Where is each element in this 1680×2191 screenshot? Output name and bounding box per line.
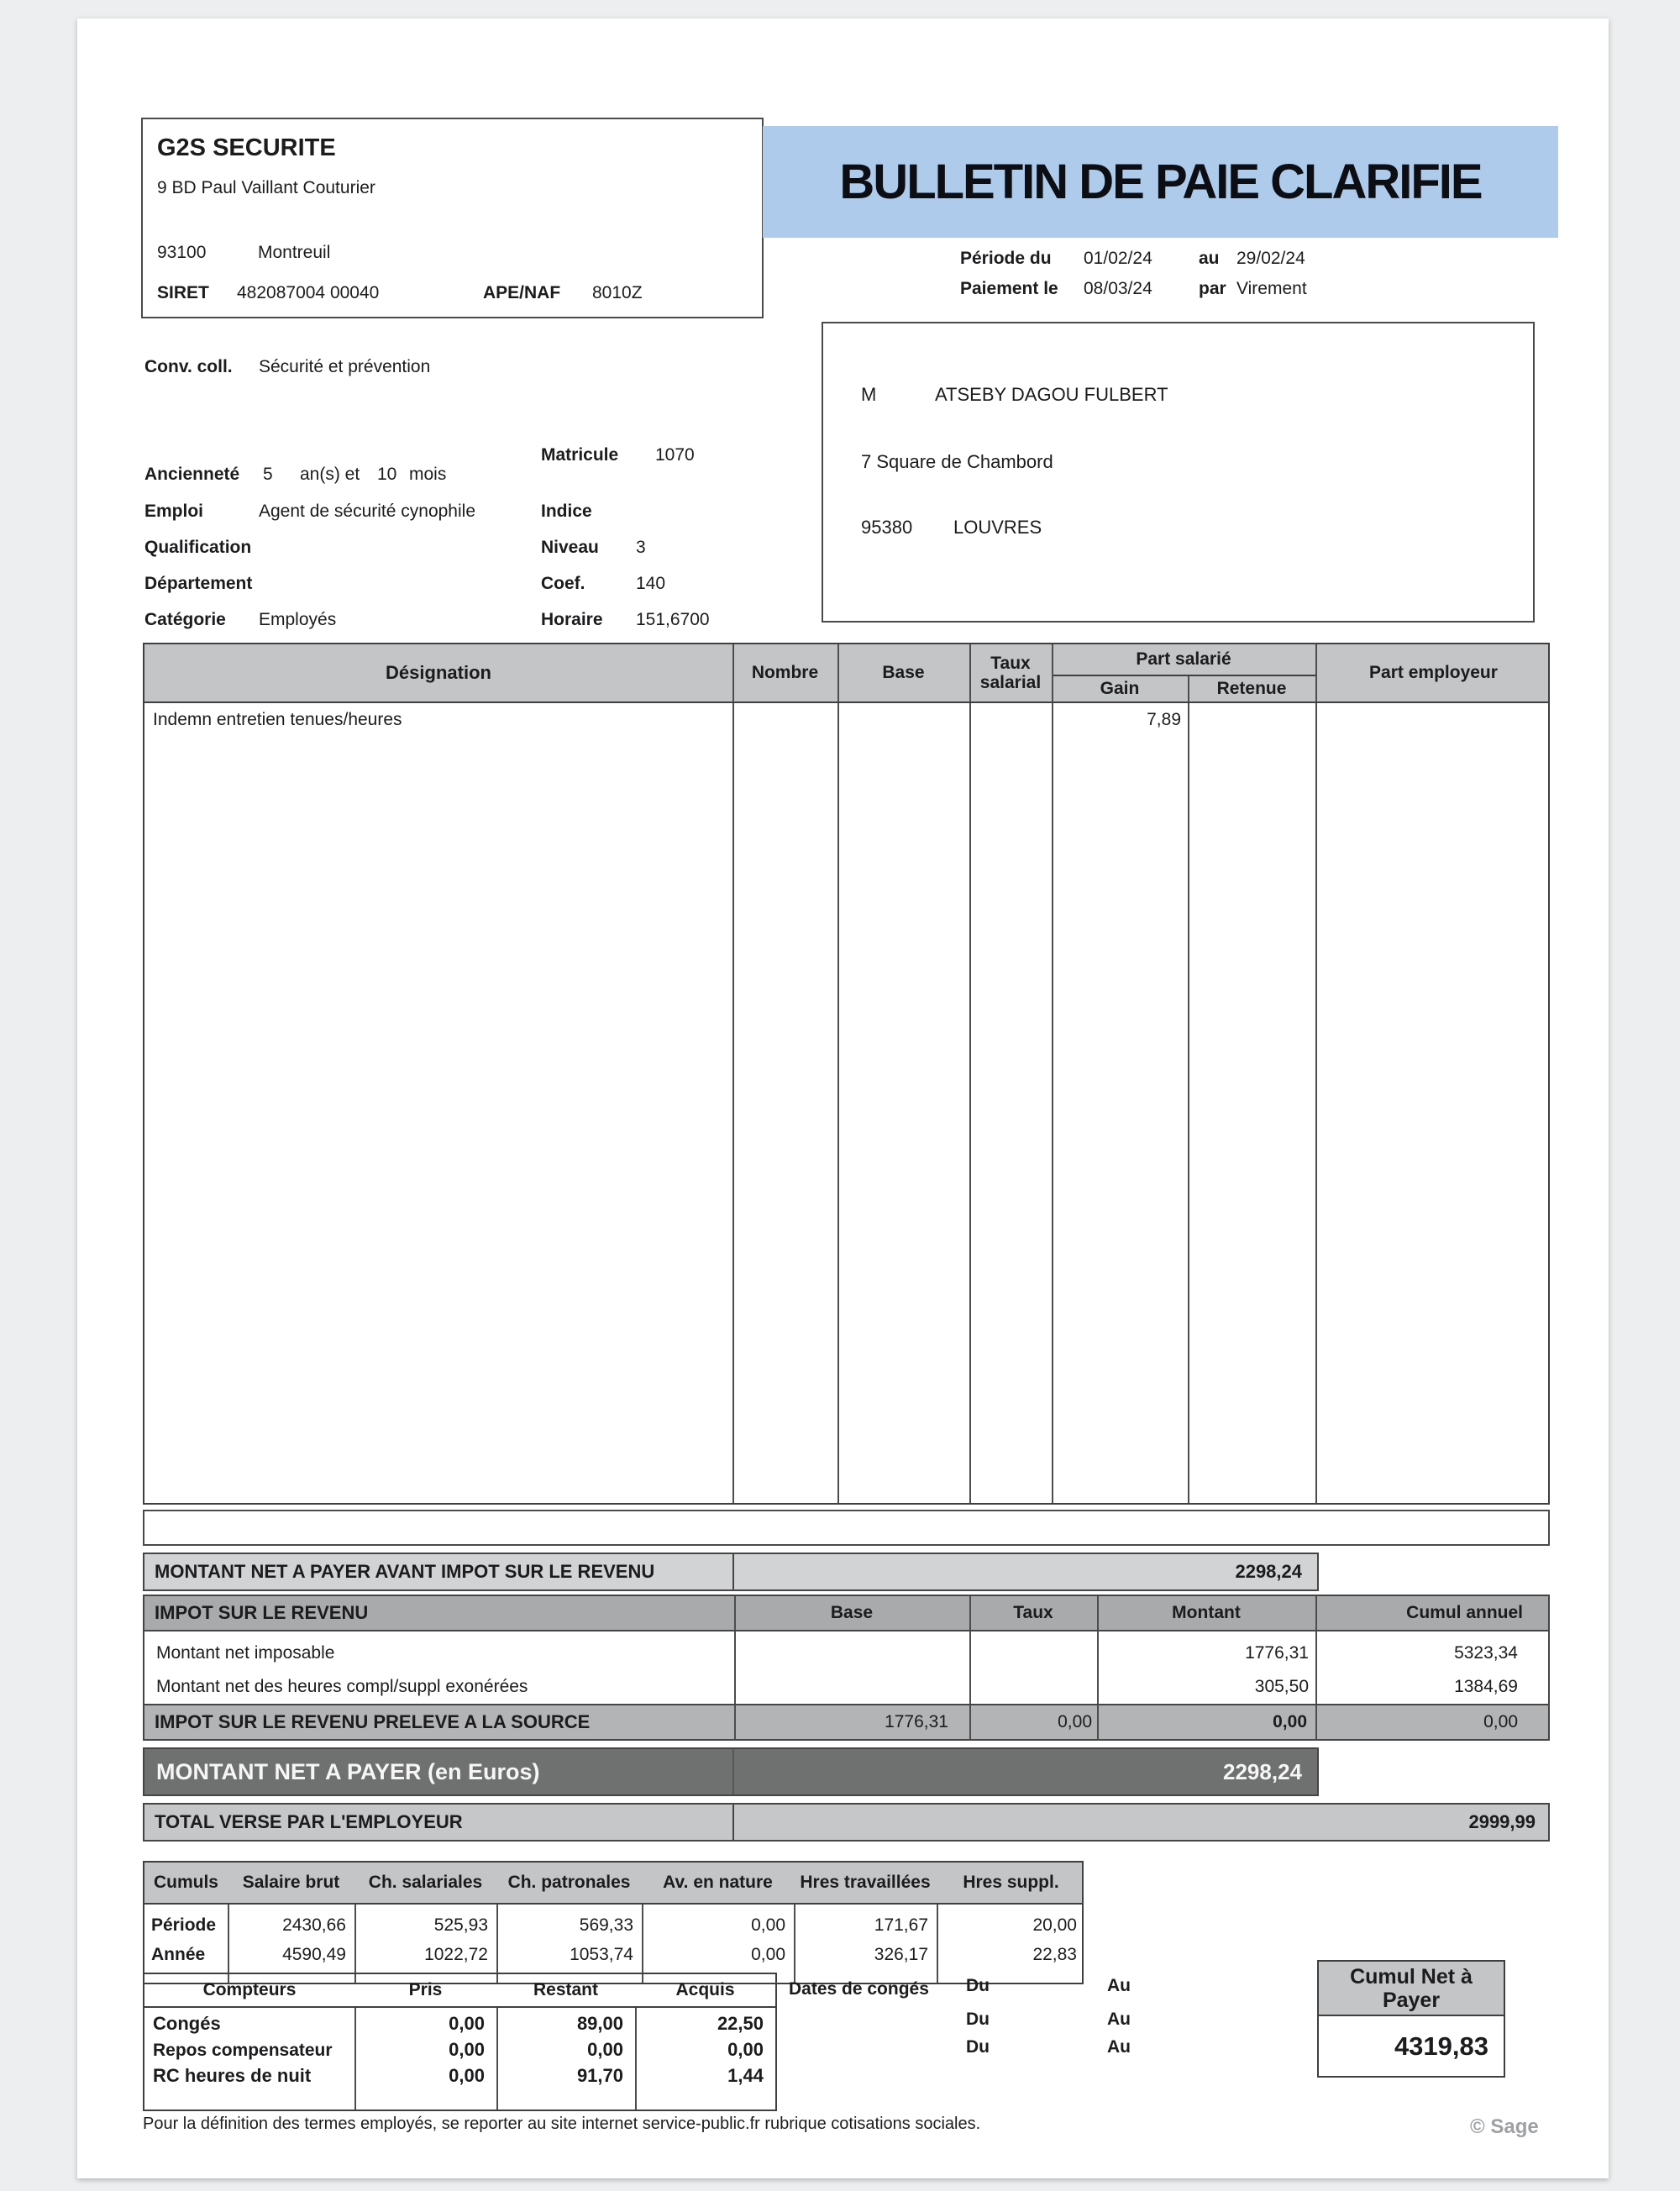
compteur-label: Repos compensateur xyxy=(153,2041,333,2060)
cumuls-annee-value: 1022,72 xyxy=(424,1945,488,1964)
periode-label: Période du xyxy=(960,249,1052,268)
tax-row-label: Montant net imposable xyxy=(156,1643,335,1663)
pay-row-gain: 7,89 xyxy=(1147,710,1181,729)
compteur-acquis: 22,50 xyxy=(717,2013,764,2034)
niveau-label: Niveau xyxy=(541,538,599,557)
coef-value: 140 xyxy=(636,574,666,593)
du-label: Du xyxy=(966,2010,990,2029)
emploi-value: Agent de sécurité cynophile xyxy=(259,502,475,521)
title-band xyxy=(763,126,1558,238)
cumul-net-box xyxy=(1317,1960,1505,2078)
col-header-part-salarie: Part salarié xyxy=(1136,649,1231,669)
conv-value: Sécurité et prévention xyxy=(259,357,431,376)
tax-row-cumul: 5323,34 xyxy=(1454,1643,1518,1663)
employer-total-band xyxy=(143,1803,1550,1842)
net-before-tax-band xyxy=(143,1553,1319,1591)
cumuls-col-header: Av. en nature xyxy=(663,1873,773,1892)
employer-total-value: 2999,99 xyxy=(1468,1811,1536,1832)
pay-row-designation: Indemn entretien tenues/heures xyxy=(153,710,402,729)
au-label: Au xyxy=(1107,2037,1131,2057)
emploi-label: Emploi xyxy=(144,502,204,521)
employer-city: Montreuil xyxy=(258,243,331,262)
compteur-pris: 0,00 xyxy=(449,2065,485,2086)
tax-at-source-cumul: 0,00 xyxy=(1483,1712,1518,1731)
au-label: Au xyxy=(1107,1976,1131,1995)
ape-label: APE/NAF xyxy=(483,283,561,302)
tax-at-source-taux: 0,00 xyxy=(1058,1712,1092,1731)
coef-label: Coef. xyxy=(541,574,585,593)
col-header-base: Base xyxy=(882,663,925,682)
pay-table xyxy=(143,643,1550,1505)
periode-from: 01/02/24 xyxy=(1084,249,1152,268)
compteur-restant: 0,00 xyxy=(587,2039,623,2060)
compteur-label: Congés xyxy=(153,2013,221,2034)
tax-at-source-label: IMPOT SUR LE REVENU PRELEVE A LA SOURCE xyxy=(155,1711,591,1732)
col-header-part-employeur: Part employeur xyxy=(1369,663,1498,682)
au-label: Au xyxy=(1107,2010,1131,2029)
cumuls-body xyxy=(144,1905,1082,1983)
income-tax-col-taux: Taux xyxy=(1013,1603,1053,1622)
matricule-label: Matricule xyxy=(541,445,619,465)
cumuls-annee-value: 1053,74 xyxy=(570,1945,633,1964)
compteur-restant: 89,00 xyxy=(576,2013,623,2034)
cumuls-col-header: Cumuls xyxy=(153,1873,218,1892)
income-tax-col-cumul: Cumul annuel xyxy=(1406,1603,1523,1622)
net-before-tax-label: MONTANT NET A PAYER AVANT IMPOT SUR LE REVENU xyxy=(155,1561,655,1582)
income-tax-header xyxy=(143,1595,1550,1631)
employer-total-label: TOTAL VERSE PAR L'EMPLOYEUR xyxy=(155,1811,463,1832)
compteur-label: RC heures de nuit xyxy=(153,2065,312,2086)
cumuls-col-header: Salaire brut xyxy=(242,1873,340,1892)
dates-conges-label: Dates de congés xyxy=(789,1979,929,1999)
compteur-pris: 0,00 xyxy=(449,2013,485,2034)
net-pay-value: 2298,24 xyxy=(1223,1758,1302,1784)
cumuls-annee-label: Année xyxy=(151,1945,206,1964)
anciennete-years: 5 xyxy=(263,465,273,484)
indice-label: Indice xyxy=(541,502,592,521)
income-tax-title: IMPOT SUR LE REVENU xyxy=(155,1602,369,1623)
pay-table-body xyxy=(144,703,1548,1503)
employee-city: LOUVRES xyxy=(953,517,1042,538)
cumuls-table xyxy=(143,1861,1084,1984)
income-tax-rows xyxy=(143,1631,1550,1704)
payslip-document xyxy=(77,18,1609,2178)
tax-row-montant: 1776,31 xyxy=(1245,1643,1309,1663)
cumuls-periode-label: Période xyxy=(151,1915,217,1935)
compteurs-body xyxy=(144,2008,775,2110)
qualification-label: Qualification xyxy=(144,538,252,557)
tax-at-source-montant: 0,00 xyxy=(1273,1712,1307,1731)
horaire-value: 151,6700 xyxy=(636,610,710,629)
cumuls-col-header: Ch. salariales xyxy=(368,1873,483,1892)
cumuls-annee-value: 0,00 xyxy=(751,1945,785,1964)
categorie-label: Catégorie xyxy=(144,610,226,629)
cumuls-annee-value: 326,17 xyxy=(874,1945,928,1964)
cumuls-periode-value: 569,33 xyxy=(579,1915,633,1935)
income-tax-col-base: Base xyxy=(830,1603,874,1622)
cumul-net-header: Cumul Net à Payer xyxy=(1317,1960,1505,2016)
tax-at-source-base: 1776,31 xyxy=(885,1712,948,1731)
footer-note: Pour la définition des termes employés, se reporter au site internet service-public.fr rubrique cotisations sociales. xyxy=(143,2115,981,2133)
conv-label: Conv. coll. xyxy=(144,357,233,376)
siret-value: 482087004 00040 xyxy=(237,283,380,302)
paiement-date: 08/03/24 xyxy=(1084,279,1152,298)
col-header-retenue: Retenue xyxy=(1216,679,1287,698)
employer-address: 9 BD Paul Vaillant Couturier xyxy=(157,178,375,197)
income-tax-col-montant: Montant xyxy=(1172,1603,1241,1622)
compteurs-col-header: Pris xyxy=(408,1980,443,1999)
tax-at-source-row xyxy=(143,1704,1550,1741)
compteurs-col-header: Acquis xyxy=(675,1980,735,1999)
compteur-acquis: 0,00 xyxy=(727,2039,764,2060)
par-label: par xyxy=(1199,279,1226,298)
employer-box xyxy=(141,118,764,318)
anciennete-months-unit: mois xyxy=(409,465,447,484)
cumuls-col-header: Hres travaillées xyxy=(800,1873,931,1892)
compteur-acquis: 1,44 xyxy=(727,2065,764,2086)
anciennete-label: Ancienneté xyxy=(144,465,240,484)
tax-row-cumul: 1384,69 xyxy=(1454,1677,1518,1696)
compteurs-table xyxy=(143,1973,777,2111)
niveau-value: 3 xyxy=(636,538,646,557)
cumuls-periode-value: 525,93 xyxy=(433,1915,488,1935)
periode-to: 29/02/24 xyxy=(1236,249,1305,268)
anciennete-months: 10 xyxy=(377,465,397,484)
ape-value: 8010Z xyxy=(592,283,643,302)
paiement-label: Paiement le xyxy=(960,279,1058,298)
employee-postal-code: 95380 xyxy=(861,517,913,538)
anciennete-unit: an(s) et xyxy=(300,465,360,484)
paiement-method: Virement xyxy=(1236,279,1307,298)
siret-label: SIRET xyxy=(157,283,209,302)
cumuls-header xyxy=(144,1863,1082,1905)
matricule-value: 1070 xyxy=(655,445,695,465)
net-pay-band xyxy=(143,1747,1319,1796)
du-label: Du xyxy=(966,2037,990,2057)
cumul-net-value: 4319,83 xyxy=(1394,2031,1488,2061)
tax-row-montant: 305,50 xyxy=(1254,1677,1309,1696)
sage-watermark: © Sage xyxy=(1470,2115,1539,2138)
net-pay-label: MONTANT NET A PAYER (en Euros) xyxy=(156,1758,540,1784)
cumuls-periode-value: 171,67 xyxy=(874,1915,928,1935)
compteurs-col-header: Compteurs xyxy=(202,1980,297,1999)
compteurs-col-header: Restant xyxy=(533,1980,599,1999)
du-label: Du xyxy=(966,1976,990,1995)
departement-label: Département xyxy=(144,574,253,593)
employer-postal-code: 93100 xyxy=(157,243,207,262)
col-header-taux-salarial: Taux salarial xyxy=(979,654,1042,692)
pay-table-header xyxy=(144,644,1548,703)
compteur-restant: 91,70 xyxy=(576,2065,623,2086)
col-header-nombre: Nombre xyxy=(751,663,819,682)
horaire-label: Horaire xyxy=(541,610,603,629)
employee-name: ATSEBY DAGOU FULBERT xyxy=(935,384,1168,405)
cumuls-annee-value: 4590,49 xyxy=(282,1945,346,1964)
categorie-value: Employés xyxy=(259,610,337,629)
cumuls-periode-value: 2430,66 xyxy=(282,1915,346,1935)
compteur-pris: 0,00 xyxy=(449,2039,485,2060)
net-before-tax-value: 2298,24 xyxy=(1235,1561,1302,1582)
cumuls-annee-value: 22,83 xyxy=(1032,1945,1077,1964)
employee-address: 7 Square de Chambord xyxy=(861,451,1053,472)
employer-name: G2S SECURITE xyxy=(157,134,336,161)
cumuls-col-header: Ch. patronales xyxy=(507,1873,631,1892)
col-header-designation: Désignation xyxy=(386,662,491,683)
au-label: au xyxy=(1199,249,1220,268)
cumul-net-value-cell xyxy=(1317,2016,1505,2078)
col-header-gain: Gain xyxy=(1100,679,1140,698)
cumuls-periode-value: 0,00 xyxy=(751,1915,785,1935)
cumuls-col-header: Hres suppl. xyxy=(963,1873,1059,1892)
cumuls-periode-value: 20,00 xyxy=(1032,1915,1077,1935)
empty-totals-box xyxy=(143,1510,1550,1546)
employee-box xyxy=(822,322,1535,623)
page-title: BULLETIN DE PAIE CLARIFIE xyxy=(839,155,1482,209)
compteurs-header xyxy=(144,1974,775,2008)
tax-row-label: Montant net des heures compl/suppl exonérées xyxy=(156,1677,528,1696)
employee-civility: M xyxy=(861,384,877,405)
